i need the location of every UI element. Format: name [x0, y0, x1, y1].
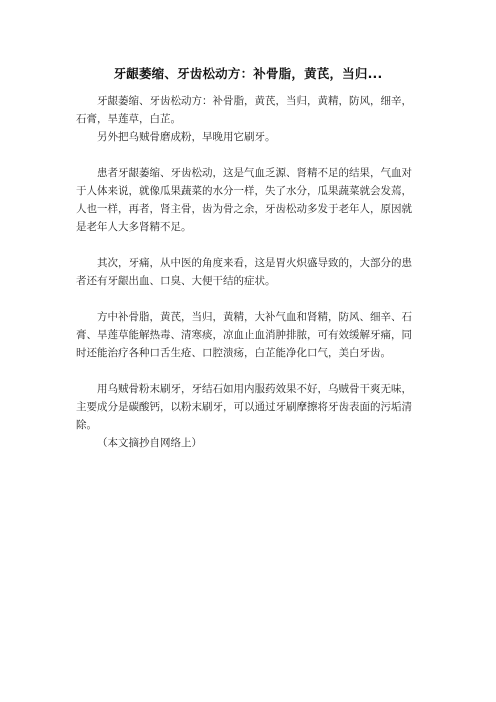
page-title: 牙龈萎缩、牙齿松动方：补骨脂，黄芪，当归... — [113, 66, 383, 81]
paragraph-spacer — [76, 290, 422, 308]
paragraph-spacer — [76, 362, 422, 380]
source-note: （本文摘抄自网络上） — [97, 437, 202, 449]
document-body — [76, 92, 422, 452]
paragraph-brushing-tip: 另外把乌贼骨磨成粉，早晚用它刷牙。 — [97, 131, 276, 143]
paragraph-spacer — [76, 146, 422, 164]
paragraph-spacer — [76, 236, 422, 254]
paragraph-formula-explanation: 方中补骨脂，黄芪，当归，黄精，大补气血和肾精，防风、细辛、石膏、旱莲草能解热毒、清寒痰，凉血止血消肿排脓，可有效缓解牙痛，同时还能治疗各种口舌生疮、口腔溃疡，白芷能净化口气，美白牙齿。 — [76, 311, 412, 359]
paragraph-cause: 患者牙龈萎缩、牙齿松动，这是气血乏源、肾精不足的结果，气血对于人体来说，就像瓜果蔬菜的水分一样，失了水分，瓜果蔬菜就会发蔫，人也一样，再者，肾主骨，齿为骨之余，牙齿松动多发于老年人，原因就是老年人大多肾精不足。 — [76, 167, 412, 233]
paragraph-cuttlebone: 用乌贼骨粉末刷牙，牙结石如用内服药效果不好，乌贼骨干爽无味，主要成分是碳酸钙，以粉末刷牙，可以通过牙刷摩擦将牙齿表面的污垢清除。 — [76, 383, 412, 431]
paragraph-toothache: 其次，牙痛，从中医的角度来看，这是胃火炽盛导致的，大部分的患者还有牙龈出血、口臭、大便干结的症状。 — [76, 257, 412, 287]
paragraph-prescription: 牙龈萎缩、牙齿松动方：补骨脂，黄芪，当归，黄精，防风，细辛，石膏，旱莲草，白芷。 — [76, 95, 412, 125]
